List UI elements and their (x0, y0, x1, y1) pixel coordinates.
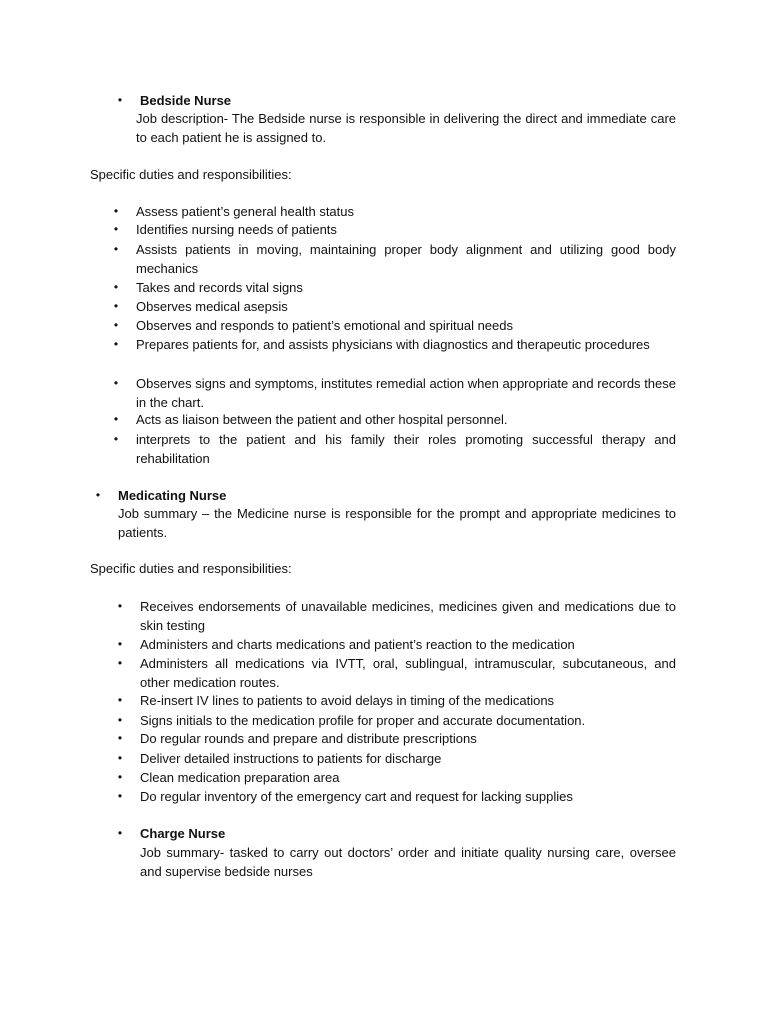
duty-bullet: • (113, 412, 119, 426)
duties-heading: Specific duties and responsibilities: (90, 561, 292, 576)
duty-item: Takes and records vital signs (136, 280, 303, 295)
duty-item: Clean medication preparation area (140, 770, 340, 785)
duty-bullet: • (113, 337, 119, 351)
duty-bullet: • (113, 432, 119, 446)
duty-item: Identifies nursing needs of patients (136, 222, 337, 237)
duty-item: Administers and charts medications and patient’s reaction to the medication (140, 637, 575, 652)
duty-bullet: • (117, 713, 123, 727)
duty-bullet: • (117, 751, 123, 765)
duty-item: Observes and responds to patient’s emotional and spiritual needs (136, 318, 513, 333)
section-title-bedside-nurse: Bedside Nurse (140, 93, 232, 108)
section-title-medicating-nurse: Medicating Nurse (118, 488, 227, 503)
duty-bullet: • (117, 693, 123, 707)
duty-item: Receives endorsements of unavailable medicines, medicines given and medications due to skin testing (140, 599, 676, 633)
duty-bullet: • (113, 318, 119, 332)
duty-bullet: • (113, 204, 119, 218)
duty-bullet: • (117, 656, 123, 670)
duty-item: Assists patients in moving, maintaining proper body alignment and utilizing good body mechanics (136, 242, 676, 276)
duty-item: Do regular inventory of the emergency cart and request for lacking supplies (140, 789, 573, 804)
duty-bullet: • (117, 599, 123, 613)
duty-bullet: • (117, 789, 123, 803)
duty-bullet: • (113, 242, 119, 256)
section-summary-charge-nurse: Job summary- tasked to carry out doctors’ order and initiate quality nursing care, oversee and supervise bedside nurses (140, 845, 676, 879)
section-title-charge-nurse: Charge Nurse (140, 826, 226, 841)
duty-item: Assess patient’s general health status (136, 204, 355, 219)
duty-item: Do regular rounds and prepare and distribute prescriptions (140, 731, 477, 746)
section-summary-medicating-nurse: Job summary – the Medicine nurse is responsible for the prompt and appropriate medicines to patients. (118, 506, 676, 540)
duty-bullet: • (117, 637, 123, 651)
duty-item: Observes signs and symptoms, institutes remedial action when appropriate and records these in the chart. (136, 376, 676, 410)
duties-heading: Specific duties and responsibilities: (90, 167, 292, 182)
duty-bullet: • (113, 280, 119, 294)
section-bullet: • (117, 93, 123, 107)
duty-bullet: • (113, 376, 119, 390)
duty-item: Observes medical asepsis (136, 299, 288, 314)
duty-bullet: • (117, 731, 123, 745)
duty-item: Acts as liaison between the patient and other hospital personnel. (136, 412, 508, 427)
duty-bullet: • (117, 770, 123, 784)
section-bullet: • (117, 826, 123, 840)
duty-item: Administers all medications via IVTT, oral, sublingual, intramuscular, subcutaneous, and other medication routes. (140, 656, 676, 690)
duty-item: Re-insert IV lines to patients to avoid delays in timing of the medications (140, 693, 555, 708)
duty-item: Deliver detailed instructions to patients for discharge (140, 751, 442, 766)
duty-item: Prepares patients for, and assists physicians with diagnostics and therapeutic procedures (136, 337, 650, 352)
duty-bullet: • (113, 222, 119, 236)
duty-item: interprets to the patient and his family their roles promoting successful therapy and rehabilitation (136, 432, 676, 466)
duty-bullet: • (113, 299, 119, 313)
duty-item: Signs initials to the medication profile for proper and accurate documentation. (140, 713, 586, 728)
section-summary-bedside-nurse: Job description- The Bedside nurse is responsible in delivering the direct and immediate care to each patient he is assigned to. (136, 111, 676, 145)
section-bullet: • (95, 488, 101, 502)
